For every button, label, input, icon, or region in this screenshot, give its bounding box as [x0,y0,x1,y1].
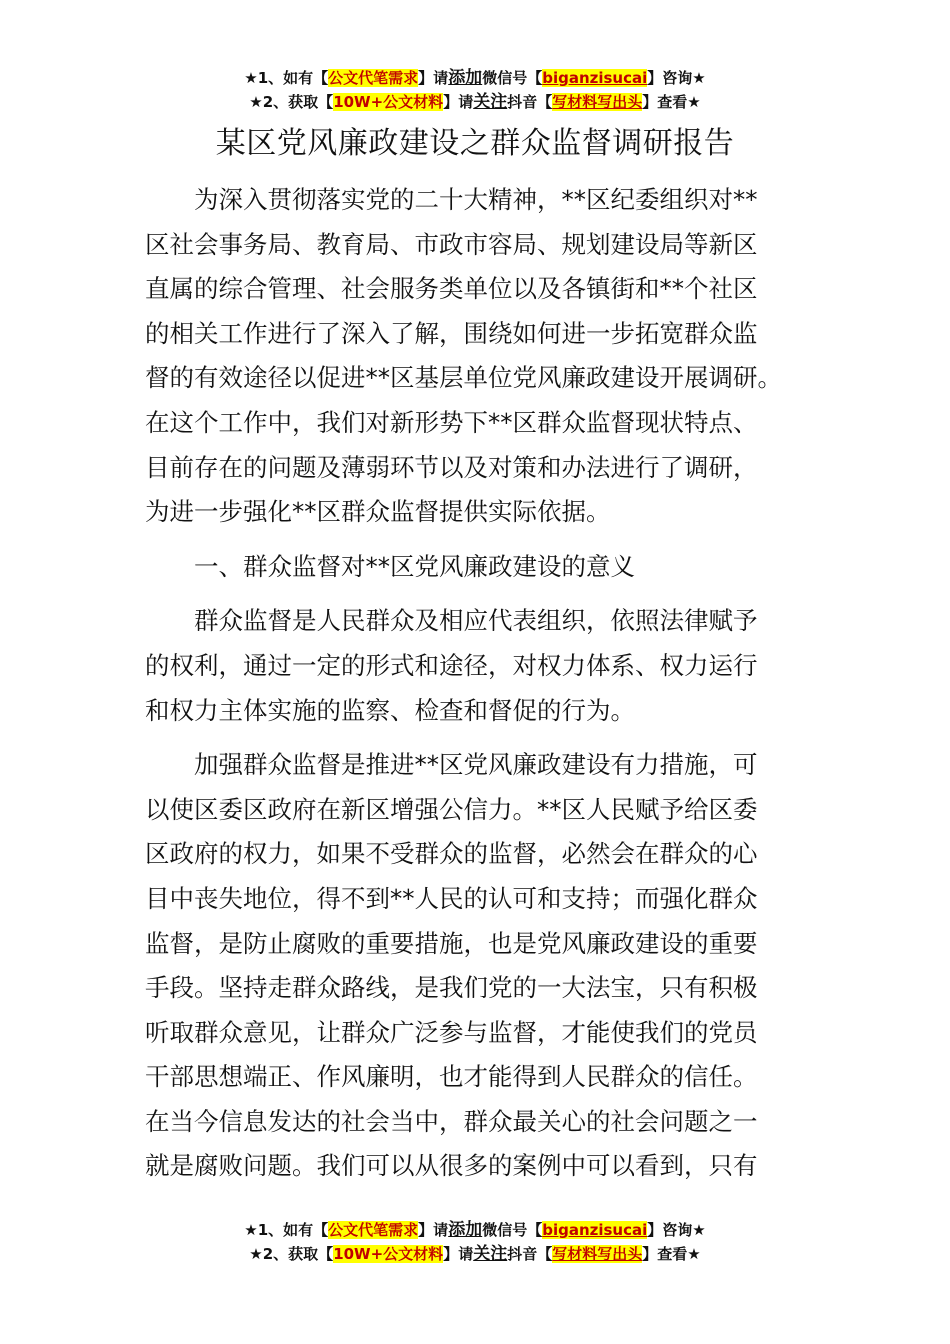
paragraph-significance [145,743,810,1189]
paragraph-definition [145,599,810,733]
text-line: 为深入贯彻落实党的二十大精神，**区纪委组织对** [194,185,758,214]
section-heading-1 [145,545,810,590]
text-line: 督的有效途径以促进**区基层单位党风廉政建设开展调研。 [145,363,782,393]
banner-text: ★2、获取【 [249,93,334,111]
banner-text: 】请 [443,93,474,111]
banner-text: 】查看★ [642,1245,701,1263]
text-line: 听取群众意见，让群众广泛参与监督，才能使我们的党员 [145,1017,758,1047]
banner-line-1 [0,66,950,90]
highlight-materials: 10W+公文材料 [333,1245,444,1263]
text-line: 目前存在的问题及薄弱环节以及对策和办法进行了调研， [145,452,758,482]
banner-text: 】请 [443,1245,474,1263]
banner-line-2 [0,90,950,114]
wechat-id-link[interactable]: biganzisucai [542,1221,648,1239]
document-title: 某区党风廉政建设之群众监督调研报告 [215,126,735,161]
banner-text: 】请 [418,1221,449,1239]
text-line: 区政府的权力，如果不受群众的监督，必然会在群众的心 [145,839,758,869]
text-line: 手段。坚持走群众路线，是我们党的一大法宝，只有积极 [145,973,758,1003]
banner-text: ★2、获取【 [249,1245,334,1263]
banner-text: 】咨询★ [647,69,706,87]
heading-text: 一、群众监督对**区党风廉政建设的意义 [194,551,635,581]
text-line: 干部思想端正、作风廉明，也才能得到人民群众的信任。 [145,1062,758,1092]
text-line: 的权利，通过一定的形式和途径，对权力体系、权力运行 [145,650,758,680]
text-line: 的相关工作进行了深入了解，围绕如何进一步拓宽群众监 [145,318,758,348]
text-line: 群众监督是人民群众及相应代表组织，依照法律赋予 [194,606,758,636]
text-line: 在这个工作中，我们对新形势下**区群众监督现状特点、 [145,407,758,437]
text-line: 直属的综合管理、社会服务类单位以及各镇街和**个社区 [145,274,758,304]
banner-text: 】咨询★ [647,1221,706,1239]
banner-text: 抖音【 [507,1245,553,1263]
banner-follow-text: 关注 [473,92,508,112]
document-body [145,178,810,1189]
banner-text: ★1、如有【 [244,1221,329,1239]
wechat-id-link[interactable]: biganzisucai [542,69,648,87]
text-line: 监督，是防止腐败的重要措施，也是党风廉政建设的重要 [145,928,758,958]
douyin-account-link[interactable]: 写材料写出头 [552,1245,643,1263]
banner-add-text: 添加 [448,68,483,88]
douyin-account-link[interactable]: 写材料写出头 [552,93,643,111]
text-line: 在当今信息发达的社会当中，群众最关心的社会问题之一 [145,1106,758,1136]
banner-text: 微信号【 [482,1221,543,1239]
highlight-materials: 10W+公文材料 [333,93,444,111]
banner-text: ★1、如有【 [244,69,329,87]
header-banner [0,66,950,114]
highlight-writing-service: 公文代笔需求 [328,1221,419,1239]
text-line: 加强群众监督是推进**区党风廉政建设有力措施，可 [194,750,758,780]
banner-text: 抖音【 [507,93,553,111]
banner-line-2 [0,1242,950,1266]
footer-banner [0,1218,950,1266]
paragraph-intro [145,178,810,535]
text-line: 区社会事务局、教育局、市政市容局、规划建设局等新区 [145,229,758,259]
banner-text: 微信号【 [482,69,543,87]
text-line: 以使区委区政府在新区增强公信力。**区人民赋予给区委 [145,794,758,824]
highlight-writing-service: 公文代笔需求 [328,69,419,87]
text-line: 和权力主体实施的监察、检查和督促的行为。 [145,695,635,725]
banner-text: 】查看★ [642,93,701,111]
text-line: 为进一步强化**区群众监督提供实际依据。 [145,497,611,527]
banner-add-text: 添加 [448,1220,483,1240]
text-line: 目中丧失地位，得不到**人民的认可和支持；而强化群众 [145,883,758,913]
banner-follow-text: 关注 [473,1244,508,1264]
banner-text: 】请 [418,69,449,87]
banner-line-1 [0,1218,950,1242]
text-line: 就是腐败问题。我们可以从很多的案例中可以看到，只有 [145,1151,758,1181]
